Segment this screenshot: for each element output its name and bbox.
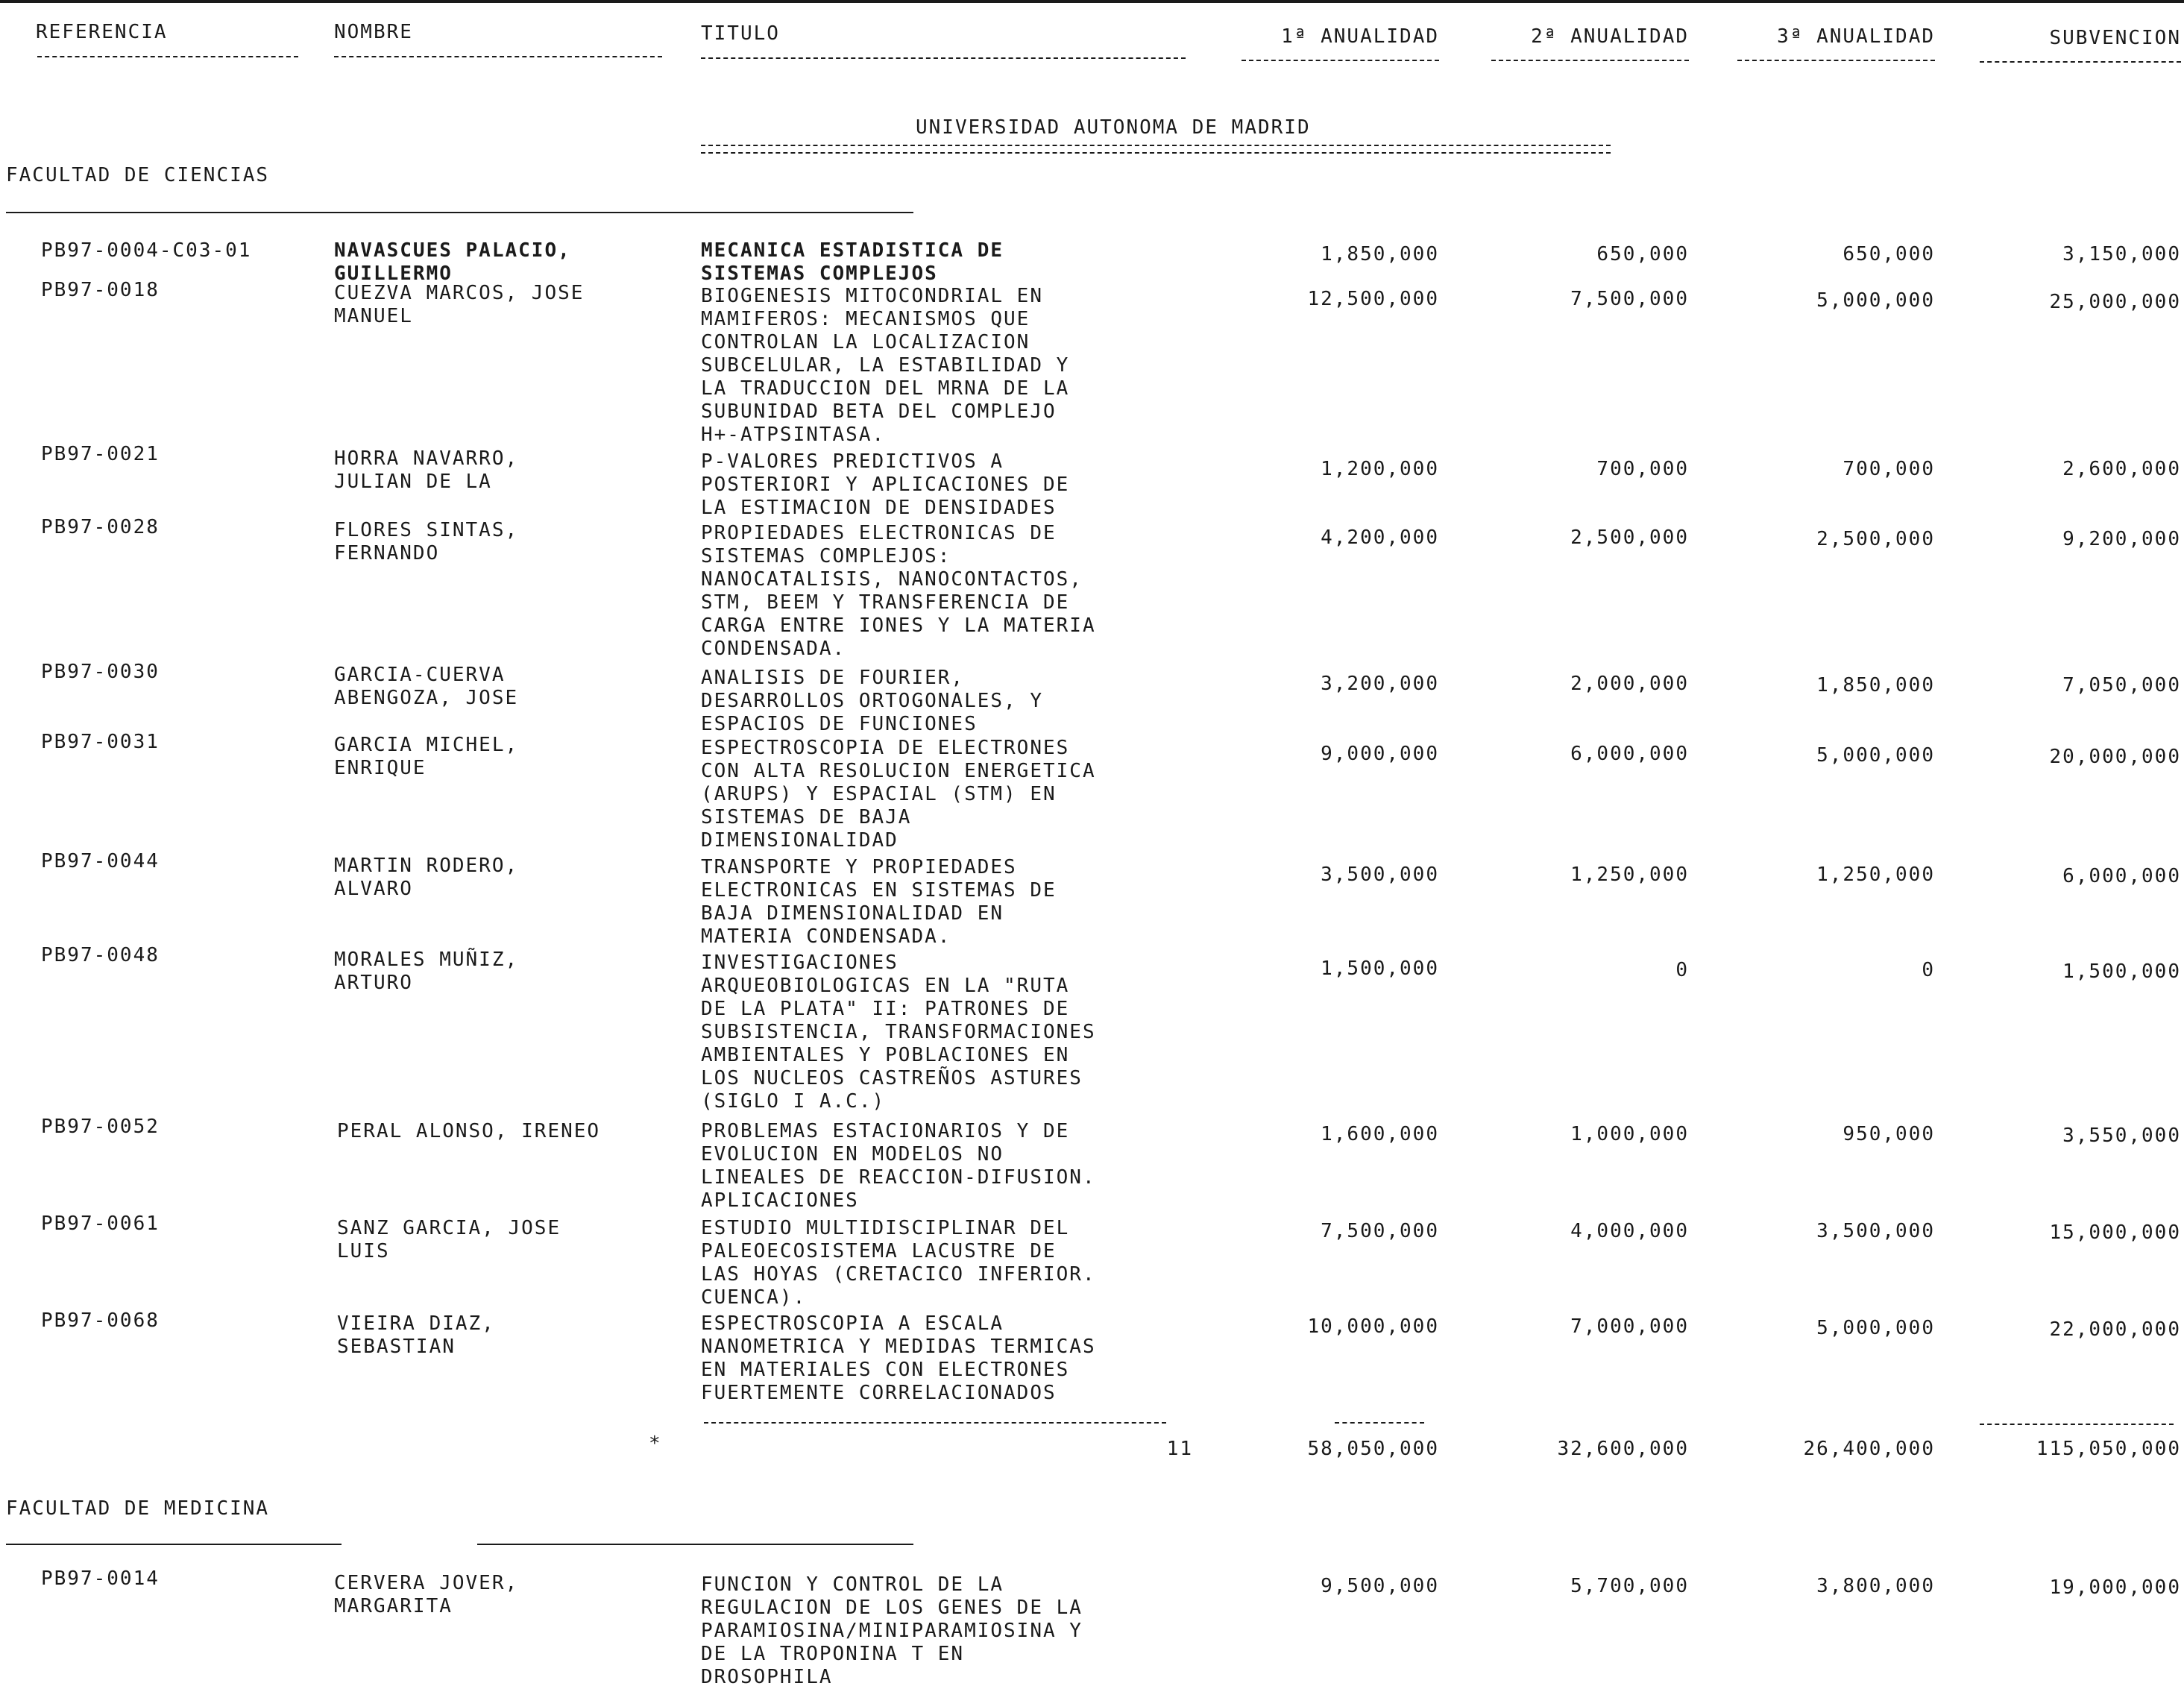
header-anualidad-2: 2ª ANUALIDAD	[1531, 25, 1689, 48]
row-anualidad-2: 7,500,000	[1570, 288, 1689, 310]
row-reference: PB97-0018	[41, 279, 160, 301]
row-reference: PB97-0061	[41, 1213, 160, 1235]
header-underline-titulo	[701, 57, 1186, 59]
row-title: BIOGENESIS MITOCONDRIAL EN MAMIFEROS: MECANISMOS QUE CONTROLAN LA LOCALIZACION SUBCELULAR, LA ESTABILIDAD Y LA TRADUCCION DEL MRNA DE LA SUBUNIDAD BETA DEL COMPLEJO H+-ATPSINTASA.	[701, 285, 1070, 446]
totals-anualidad-3: 26,400,000	[1803, 1438, 1935, 1460]
row-anualidad-2: 1,000,000	[1570, 1123, 1689, 1145]
row-name: PERAL ALONSO, IRENEO	[337, 1120, 601, 1142]
university-double-rule	[701, 145, 1611, 154]
row-anualidad-1: 3,200,000	[1321, 673, 1439, 695]
row-anualidad-2: 650,000	[1596, 243, 1689, 265]
row-reference: PB97-0031	[41, 731, 160, 753]
row-subvencion: 7,050,000	[2062, 674, 2181, 696]
row-anualidad-1: 4,200,000	[1321, 526, 1439, 549]
header-subvencion: SUBVENCION	[2049, 27, 2181, 49]
row-subvencion: 25,000,000	[2049, 291, 2181, 313]
row-subvencion: 1,500,000	[2062, 960, 2181, 983]
row-reference: PB97-0048	[41, 944, 160, 966]
row-anualidad-1: 3,500,000	[1321, 864, 1439, 886]
row-title: P-VALORES PREDICTIVOS A POSTERIORI Y APLICACIONES DE LA ESTIMACION DE DENSIDADES	[701, 450, 1070, 519]
row-title: ESPECTROSCOPIA DE ELECTRONES CON ALTA RESOLUCION ENERGETICA (ARUPS) Y ESPACIAL (STM) EN SISTEMAS DE BAJA DIMENSIONALIDAD	[701, 737, 1096, 852]
faculty-rule-ciencias	[6, 212, 913, 213]
row-anualidad-3: 5,000,000	[1816, 1317, 1935, 1339]
row-name: MARTIN RODERO, ALVARO	[334, 855, 519, 900]
row-anualidad-2: 2,000,000	[1570, 673, 1689, 695]
totals-rule-title	[704, 1422, 1166, 1424]
row-title: FUNCION Y CONTROL DE LA REGULACION DE LOS GENES DE LA PARAMIOSINA/MINIPARAMIOSINA Y DE LA TROPONINA T EN DROSOPHILA	[701, 1573, 1083, 1688]
row-reference: PB97-0004-C03-01	[41, 239, 252, 262]
faculty-title-medicina: FACULTAD DE MEDICINA	[6, 1497, 270, 1520]
totals-anualidad-1: 58,050,000	[1307, 1438, 1439, 1460]
row-anualidad-1: 1,850,000	[1321, 243, 1439, 265]
header-referencia: REFERENCIA	[36, 21, 168, 43]
row-anualidad-3: 1,250,000	[1816, 864, 1935, 886]
row-anualidad-1: 9,000,000	[1321, 743, 1439, 765]
row-name: SANZ GARCIA, JOSE LUIS	[337, 1217, 561, 1262]
row-anualidad-2: 5,700,000	[1570, 1575, 1689, 1597]
header-underline-subvencion	[1980, 61, 2181, 63]
row-title: ESPECTROSCOPIA A ESCALA NANOMETRICA Y MEDIDAS TERMICAS EN MATERIALES CON ELECTRONES FUERTEMENTE CORRELACIONADOS	[701, 1312, 1096, 1404]
row-name: GARCIA-CUERVA ABENGOZA, JOSE	[334, 664, 519, 709]
row-name: VIEIRA DIAZ, SEBASTIAN	[337, 1312, 495, 1358]
row-reference: PB97-0014	[41, 1567, 160, 1590]
row-title: INVESTIGACIONES ARQUEOBIOLOGICAS EN LA "RUTA DE LA PLATA" II: PATRONES DE SUBSISTENCIA, TRANSFORMACIONES AMBIENTALES Y POBLACIONES EN LOS NUCLEOS CASTREÑOS ASTURES (SIGLO I A.C.)	[701, 952, 1096, 1113]
row-anualidad-3: 5,000,000	[1816, 744, 1935, 767]
row-title: TRANSPORTE Y PROPIEDADES ELECTRONICAS EN SISTEMAS DE BAJA DIMENSIONALIDAD EN MATERIA CONDENSADA.	[701, 856, 1057, 948]
row-anualidad-2: 7,000,000	[1570, 1315, 1689, 1338]
row-subvencion: 9,200,000	[2062, 528, 2181, 550]
row-anualidad-1: 1,600,000	[1321, 1123, 1439, 1145]
top-rule	[0, 0, 2184, 3]
row-anualidad-2: 1,250,000	[1570, 864, 1689, 886]
row-anualidad-1: 1,200,000	[1321, 458, 1439, 480]
row-name: MORALES MUÑIZ, ARTURO	[334, 949, 519, 994]
header-underline-anualidad-3	[1737, 60, 1935, 61]
row-anualidad-3: 650,000	[1842, 243, 1935, 265]
totals-anualidad-2: 32,600,000	[1557, 1438, 1689, 1460]
row-name: FLORES SINTAS, FERNANDO	[334, 519, 519, 564]
row-anualidad-1: 12,500,000	[1307, 288, 1439, 310]
row-anualidad-2: 2,500,000	[1570, 526, 1689, 549]
row-title: PROPIEDADES ELECTRONICAS DE SISTEMAS COMPLEJOS: NANOCATALISIS, NANOCONTACTOS, STM, BEEM Y TRANSFERENCIA DE CARGA ENTRE IONES Y LA MATERIA CONDENSADA.	[701, 522, 1096, 660]
header-underline-nombre	[334, 56, 662, 57]
row-reference: PB97-0068	[41, 1309, 160, 1332]
row-anualidad-3: 3,500,000	[1816, 1220, 1935, 1242]
row-title: ANALISIS DE FOURIER, DESARROLLOS ORTOGONALES, Y ESPACIOS DE FUNCIONES	[701, 667, 1043, 735]
row-subvencion: 3,550,000	[2062, 1125, 2181, 1147]
header-titulo: TITULO	[701, 22, 780, 45]
row-name: NAVASCUES PALACIO, GUILLERMO	[334, 239, 571, 285]
row-name: HORRA NAVARRO, JULIAN DE LA	[334, 447, 519, 493]
row-name: CUEZVA MARCOS, JOSE MANUEL	[334, 282, 585, 327]
header-anualidad-1: 1ª ANUALIDAD	[1281, 25, 1439, 48]
totals-count: 11	[1166, 1438, 1193, 1460]
header-underline-anualidad-1	[1242, 60, 1439, 61]
header-nombre: NOMBRE	[334, 21, 413, 43]
row-subvencion: 15,000,000	[2049, 1221, 2181, 1244]
totals-rule-anualidad-1	[1335, 1422, 1424, 1424]
row-reference: PB97-0030	[41, 661, 160, 683]
row-subvencion: 2,600,000	[2062, 458, 2181, 480]
row-anualidad-1: 7,500,000	[1321, 1220, 1439, 1242]
row-anualidad-3: 1,850,000	[1816, 674, 1935, 696]
row-anualidad-2: 700,000	[1596, 458, 1689, 480]
row-anualidad-2: 4,000,000	[1570, 1220, 1689, 1242]
university-title: UNIVERSIDAD AUTONOMA DE MADRID	[916, 116, 1311, 139]
row-subvencion: 19,000,000	[2049, 1576, 2181, 1599]
header-underline-referencia	[37, 56, 298, 57]
row-anualidad-2: 0	[1675, 959, 1689, 981]
row-anualidad-2: 6,000,000	[1570, 743, 1689, 765]
row-reference: PB97-0044	[41, 850, 160, 872]
header-underline-anualidad-2	[1491, 60, 1689, 61]
row-subvencion: 22,000,000	[2049, 1318, 2181, 1341]
row-title: ESTUDIO MULTIDISCIPLINAR DEL PALEOECOSISTEMA LACUSTRE DE LAS HOYAS (CRETACICO INFERIOR. CUENCA).	[701, 1217, 1096, 1309]
row-anualidad-3: 2,500,000	[1816, 528, 1935, 550]
row-anualidad-1: 9,500,000	[1321, 1575, 1439, 1597]
row-reference: PB97-0028	[41, 516, 160, 538]
row-subvencion: 3,150,000	[2062, 243, 2181, 265]
row-anualidad-3: 5,000,000	[1816, 289, 1935, 312]
row-title: MECANICA ESTADISTICA DE SISTEMAS COMPLEJOS	[701, 239, 1004, 285]
header-anualidad-3: 3ª ANUALIDAD	[1777, 25, 1935, 48]
row-anualidad-3: 950,000	[1842, 1123, 1935, 1145]
row-anualidad-3: 3,800,000	[1816, 1575, 1935, 1597]
row-anualidad-1: 10,000,000	[1307, 1315, 1439, 1338]
row-anualidad-1: 1,500,000	[1321, 957, 1439, 980]
row-name: CERVERA JOVER, MARGARITA	[334, 1572, 519, 1617]
row-subvencion: 6,000,000	[2062, 865, 2181, 887]
row-subvencion: 20,000,000	[2049, 746, 2181, 768]
row-reference: PB97-0021	[41, 443, 160, 465]
row-reference: PB97-0052	[41, 1116, 160, 1138]
totals-marker: *	[649, 1432, 662, 1455]
row-title: PROBLEMAS ESTACIONARIOS Y DE EVOLUCION EN MODELOS NO LINEALES DE REACCION-DIFUSION. APLICACIONES	[701, 1120, 1096, 1212]
faculty-title-ciencias: FACULTAD DE CIENCIAS	[6, 164, 270, 186]
faculty-rule-medicina-right	[477, 1544, 913, 1545]
row-anualidad-3: 0	[1922, 959, 1935, 981]
faculty-rule-medicina-left	[6, 1544, 342, 1545]
totals-rule-subvencion	[1980, 1424, 2174, 1425]
row-name: GARCIA MICHEL, ENRIQUE	[334, 734, 519, 779]
totals-subvencion: 115,050,000	[2036, 1438, 2181, 1460]
row-anualidad-3: 700,000	[1842, 458, 1935, 480]
